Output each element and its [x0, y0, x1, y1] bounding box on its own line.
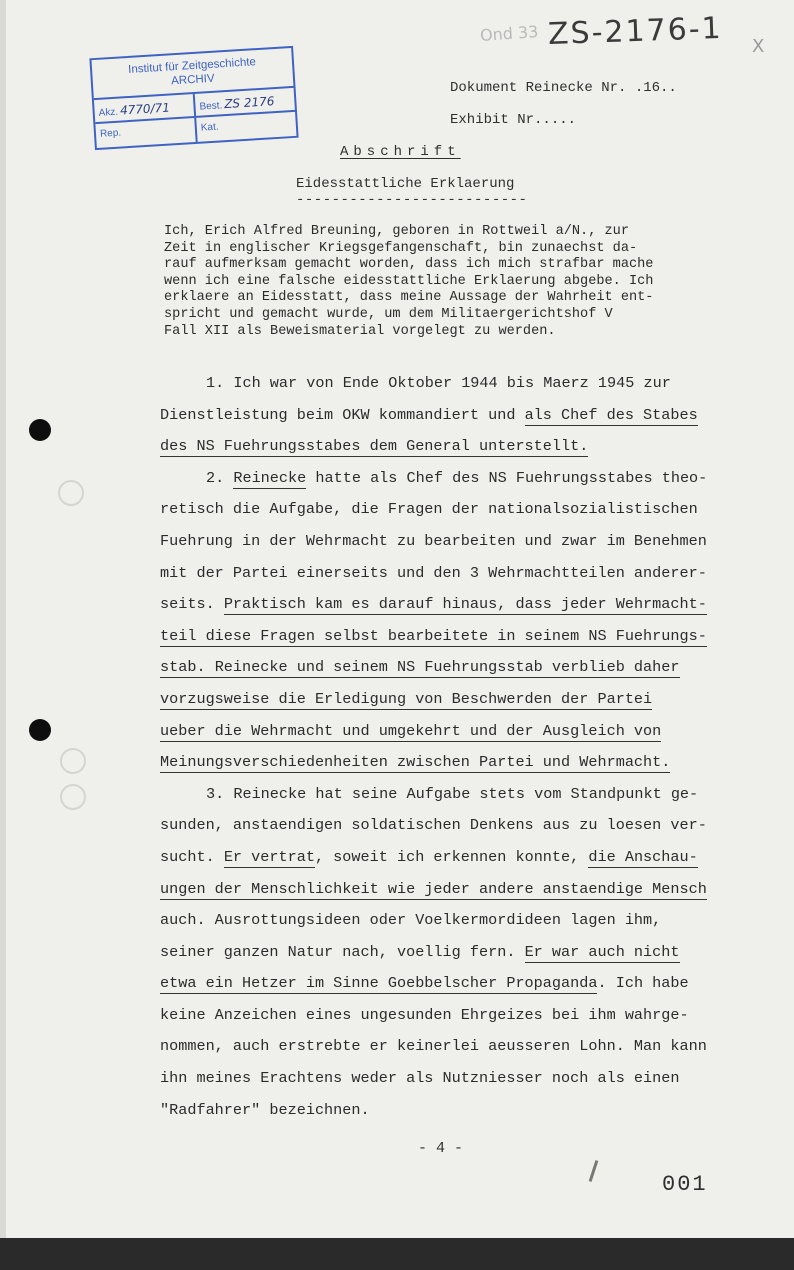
text-run: sucht.	[160, 847, 224, 866]
page-number: - 4 -	[418, 1140, 464, 1157]
document-subtitle: Eidesstattliche Erklaerung	[296, 176, 515, 192]
paragraph-3-line: 3. Reinecke hat seine Aufgabe stets vom Standpunkt ge-	[206, 784, 699, 803]
paragraph-1-line: 1. Ich war von Ende Oktober 1944 bis Maerz 1945 zur	[206, 374, 671, 392]
text-run: . Ich habe	[597, 974, 689, 993]
paragraph-3-line: sunden, anstaendigen soldatischen Denkens aus zu loesen ver-	[160, 816, 707, 835]
paragraph-2-line	[160, 589, 750, 621]
stamp-best-value: ZS 2176	[223, 94, 275, 112]
underlined-text: Reinecke	[233, 468, 307, 487]
underlined-text: ueber die Wehrmacht und umgekehrt und der Ausgleich von	[160, 721, 662, 740]
paragraph-2-line: Fuehrung in der Wehrmacht zu bearbeiten und zwar im Benehmen	[160, 531, 707, 550]
paragraph-3-line: ihn meines Erachtens weder als Nutzniesser noch als einen	[160, 1069, 680, 1088]
underlined-text: Meinungsverschiedenheiten zwischen Partei und Wehrmacht.	[160, 753, 671, 772]
paragraph-2-line	[160, 684, 750, 716]
paragraph-1-line	[160, 431, 750, 463]
intro-line: wenn ich eine falsche eidesstattliche Erklaerung abgebe. Ich	[164, 273, 654, 289]
underlined-text: etwa ein Hetzer im Sinne Goebbelscher Propaganda	[160, 974, 598, 993]
paragraph-2-line: retisch die Aufgabe, die Fragen der nationalsozialistischen	[160, 500, 698, 519]
archive-stamp	[89, 46, 298, 150]
text-run: Dienstleistung beim OKW kommandiert und	[160, 405, 525, 424]
handwritten-archive-reference: ZS-2176-1	[547, 10, 724, 53]
paragraph-3-line	[160, 937, 750, 969]
underlined-text: als Chef des Stabes	[524, 405, 698, 424]
stamp-kat-cell: Kat.	[194, 112, 296, 142]
page-edge	[0, 0, 6, 1238]
paragraph-3-line: nommen, auch erstrebte er keinerlei aeusseren Lohn. Man kann	[160, 1037, 707, 1056]
underlined-text: ungen der Menschlichkeit wie jeder andere anstaendige Mensch	[160, 879, 707, 898]
punch-hole-ghost	[60, 784, 86, 810]
stamp-rep-cell: Rep.	[99, 127, 122, 140]
stamp-akz-label: Akz.	[98, 106, 119, 119]
underlined-text: Er vertrat	[223, 847, 315, 866]
intro-line: spricht und gemacht wurde, um dem Militaergerichtshof V	[164, 306, 613, 322]
paragraph-2-line	[160, 652, 750, 684]
underlined-text: teil diese Fragen selbst bearbeitete in seinem NS Fuehrungs-	[160, 626, 707, 645]
intro-line: Ich, Erich Alfred Breuning, geboren in Rottweil a/N., zur	[164, 224, 629, 239]
paragraph-3-line	[160, 874, 750, 906]
paragraph-2-line: mit der Partei einerseits und den 3 Wehrmachtteilen anderer-	[160, 563, 707, 582]
intro-line: Zeit in englischer Kriegsgefangenschaft, bin zunaechst da-	[164, 240, 638, 256]
underlined-text: die Anschau-	[588, 847, 698, 866]
underlined-text: vorzugsweise die Erledigung von Beschwerden der Partei	[160, 689, 653, 708]
text-run: 2.	[206, 468, 234, 487]
paragraph-2-line	[160, 747, 750, 779]
stamp-institute-name: Institut für Zeitgeschichte	[127, 56, 257, 76]
document-title: Abschrift	[340, 144, 461, 160]
punch-hole	[29, 719, 51, 741]
paragraph-2-line	[160, 621, 750, 653]
underlined-text: Er war auch nicht	[524, 942, 680, 961]
text-run: hatte als Chef des NS Fuehrungsstabes theo-	[306, 468, 708, 487]
punch-hole	[29, 419, 51, 441]
paragraph-3-line: "Radfahrer" bezeichnen.	[160, 1100, 370, 1119]
text-run: seits.	[160, 595, 224, 614]
intro-paragraph	[164, 224, 744, 340]
document-reference: Dokument Reinecke Nr. .16..	[450, 80, 677, 96]
exhibit-number: Exhibit Nr.....	[450, 112, 577, 128]
paragraph-3-line: keine Anzeichen eines ungesunden Ehrgeizes bei ihm wahrge-	[160, 1005, 689, 1024]
intro-line: erklaere an Eidesstatt, dass meine Aussage der Wahrheit ent-	[164, 290, 654, 306]
corner-mark: X	[752, 36, 765, 57]
stamp-akz-value: 4770/71	[119, 100, 171, 118]
page-stamp-number: 001	[662, 1172, 708, 1197]
intro-line: Fall XII als Beweismaterial vorgelegt zu werden.	[164, 323, 556, 339]
paragraph-3-line: auch. Ausrottungsideen oder Voelkermordideen lagen ihm,	[160, 911, 662, 930]
stamp-archive-label: ARCHIV	[170, 72, 215, 88]
paragraph-1-line	[160, 400, 750, 432]
underlined-text: Reinecke und seinem NS Fuehrungsstab verblieb daher	[205, 658, 680, 677]
stamp-best-label: Best.	[199, 100, 223, 113]
intro-line: rauf aufmerksam gemacht worden, dass ich mich strafbar mache	[164, 257, 654, 273]
subtitle-rule: --------------------------	[296, 192, 528, 208]
paragraph-3-line	[160, 842, 750, 874]
underlined-text: Praktisch kam es darauf hinaus, dass jeder Wehrmacht-	[223, 595, 707, 614]
scanner-bottom-bar	[0, 1238, 794, 1270]
statement-body	[160, 368, 750, 1126]
paragraph-2-line	[160, 463, 750, 495]
paragraph-2-line	[160, 716, 750, 748]
paragraph-3-line	[160, 968, 750, 1000]
punch-hole-ghost	[58, 480, 84, 506]
text-run: seiner ganzen Natur nach, voellig fern.	[160, 942, 525, 961]
stamp-akz-cell	[94, 94, 194, 122]
underlined-text: stab.	[160, 658, 206, 677]
underlined-text: des NS Fuehrungsstabes dem General unterstellt.	[160, 437, 589, 456]
punch-hole-ghost	[60, 748, 86, 774]
text-run: , soweit ich erkennen konnte,	[314, 847, 589, 866]
faint-handwritten-mark: Ond 33	[479, 21, 539, 46]
